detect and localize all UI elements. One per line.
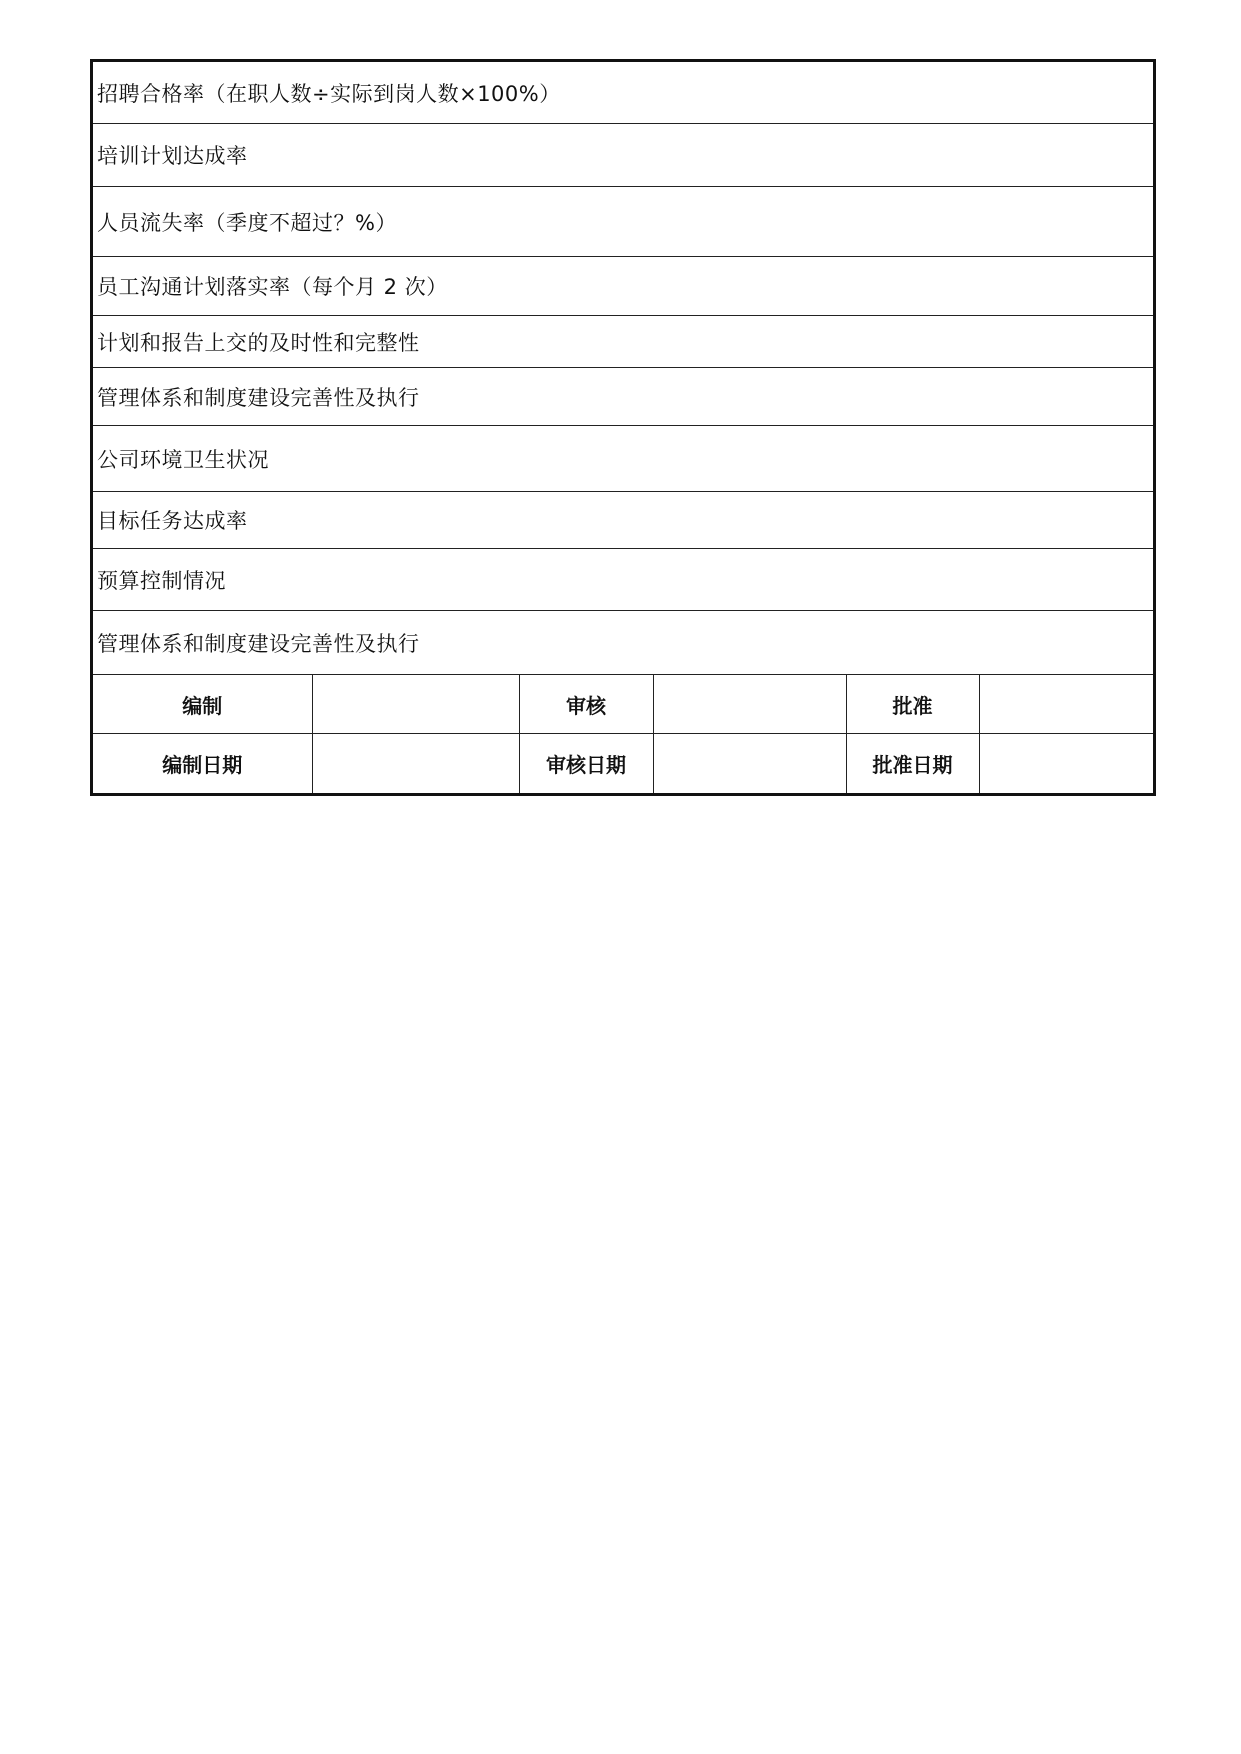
item-label: 管理体系和制度建设完善性及执行 bbox=[97, 631, 420, 656]
item-label: 培训计划达成率 bbox=[97, 144, 248, 168]
compile-field[interactable] bbox=[312, 675, 519, 734]
approve-date-field[interactable] bbox=[979, 734, 1153, 794]
approve-field[interactable] bbox=[979, 675, 1153, 734]
table-row bbox=[93, 611, 1153, 675]
item-label: 招聘合格率（在职人数÷实际到岗人数×100%） bbox=[97, 81, 561, 106]
item-label: 目标任务达成率 bbox=[97, 509, 248, 533]
table-row bbox=[93, 257, 1153, 316]
table-row bbox=[93, 187, 1153, 257]
item-label: 计划和报告上交的及时性和完整性 bbox=[97, 330, 420, 355]
item-label: 员工沟通计划落实率（每个月 2 次） bbox=[97, 275, 448, 299]
table-row bbox=[93, 124, 1153, 187]
signature-date-row bbox=[93, 734, 1153, 794]
signature-row bbox=[93, 675, 1153, 734]
review-date-label: 审核日期 bbox=[519, 734, 653, 794]
signature-table bbox=[93, 675, 1153, 793]
compile-label: 编制 bbox=[93, 675, 312, 734]
table-row bbox=[93, 549, 1153, 611]
approve-label: 批准 bbox=[846, 675, 979, 734]
item-label: 预算控制情况 bbox=[97, 568, 226, 593]
table-row bbox=[93, 62, 1153, 124]
compile-date-field[interactable] bbox=[312, 734, 519, 794]
table-row bbox=[93, 492, 1153, 549]
item-label: 人员流失率（季度不超过？%） bbox=[97, 210, 397, 235]
review-field[interactable] bbox=[653, 675, 846, 734]
approve-date-label: 批准日期 bbox=[846, 734, 979, 794]
table-row bbox=[93, 426, 1153, 492]
evaluation-table bbox=[90, 59, 1156, 796]
compile-date-label: 编制日期 bbox=[93, 734, 312, 794]
review-label: 审核 bbox=[519, 675, 653, 734]
table-row bbox=[93, 316, 1153, 368]
table-row bbox=[93, 368, 1153, 426]
review-date-field[interactable] bbox=[653, 734, 846, 794]
item-label: 公司环境卫生状况 bbox=[97, 447, 269, 472]
item-label: 管理体系和制度建设完善性及执行 bbox=[97, 385, 420, 410]
